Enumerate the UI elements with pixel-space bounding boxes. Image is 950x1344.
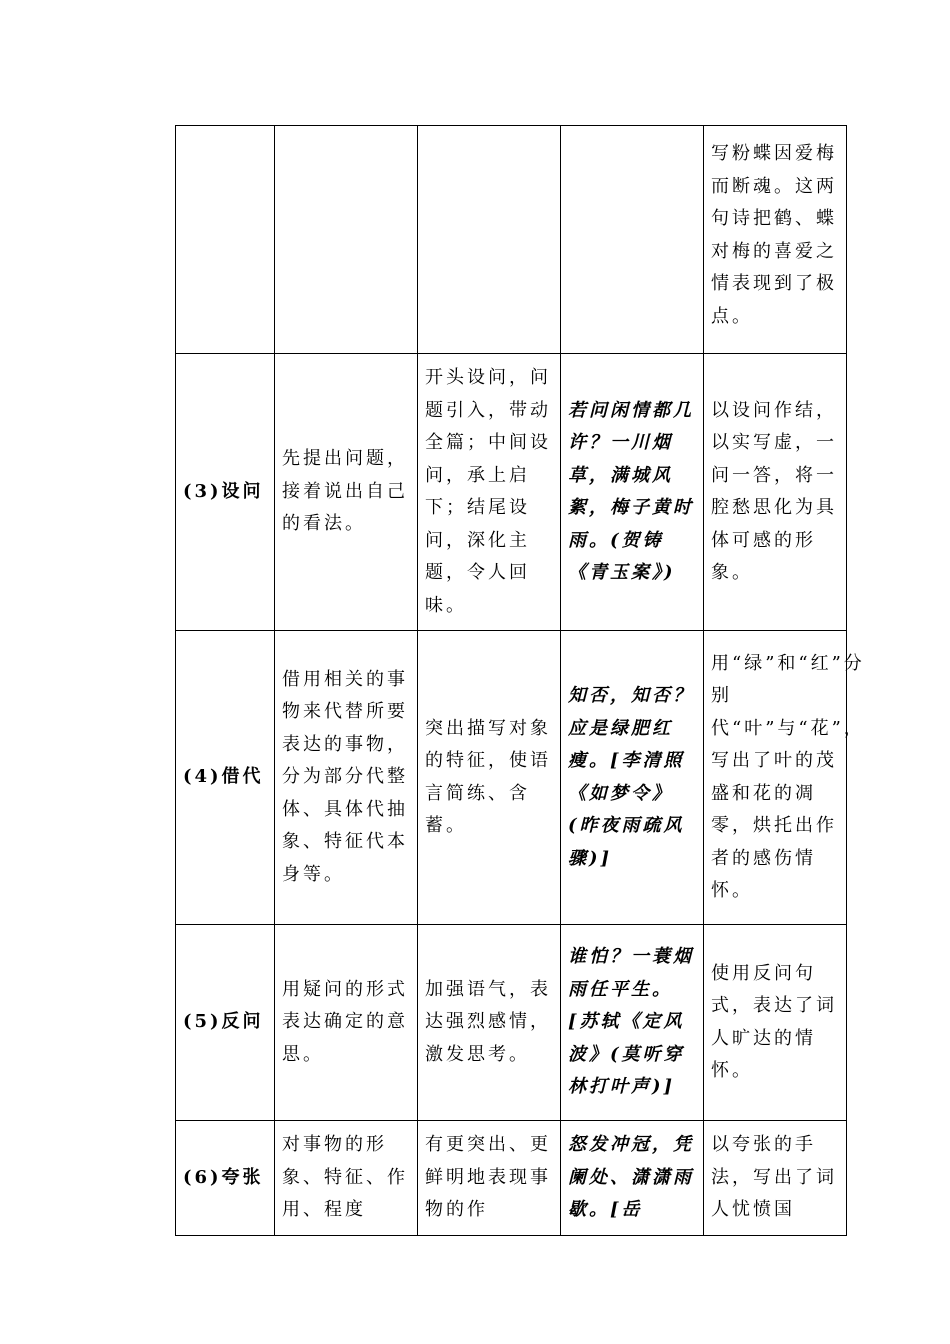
analysis-cell: 以夸张的手法，写出了词人忧愤国 xyxy=(704,1121,847,1236)
technique-cell: (4)借代 xyxy=(176,631,275,925)
technique-cell: (3)设问 xyxy=(176,354,275,631)
table-row xyxy=(176,925,847,1121)
definition-cell: 先提出问题，接着说出自己的看法。 xyxy=(275,354,418,631)
example-cell: 怒发冲冠，凭阑处、潇潇雨歇。[岳 xyxy=(561,1121,704,1236)
analysis-cell: 写粉蝶因爱梅而断魂。这两句诗把鹤、蝶对梅的喜爱之情表现到了极点。 xyxy=(704,126,847,354)
analysis-cell: 用“绿”和“红”分别代“叶”与“花”，写出了叶的茂盛和花的凋零，烘托出作者的感伤情怀。 xyxy=(704,631,847,925)
example-cell xyxy=(561,126,704,354)
effect-cell: 开头设问，问题引入，带动全篇；中间设问，承上启下；结尾设问，深化主题，令人回味。 xyxy=(418,354,561,631)
effect-cell: 有更突出、更鲜明地表现事物的作 xyxy=(418,1121,561,1236)
definition-cell xyxy=(275,126,418,354)
technique-cell: (6)夸张 xyxy=(176,1121,275,1236)
example-cell: 谁怕？一蓑烟雨任平生。[苏轼《定风波》(莫听穿林打叶声)] xyxy=(561,925,704,1121)
analysis-cell: 以设问作结，以实写虚，一问一答，将一腔愁思化为具体可感的形象。 xyxy=(704,354,847,631)
technique-cell: (5)反问 xyxy=(176,925,275,1121)
rhetoric-table xyxy=(175,125,865,1236)
example-cell: 若问闲情都几许？一川烟草，满城风絮，梅子黄时雨。(贺铸《青玉案》) xyxy=(561,354,704,631)
analysis-cell: 使用反问句式，表达了词人旷达的情怀。 xyxy=(704,925,847,1121)
example-cell: 知否，知否？应是绿肥红瘦。[李清照《如梦令》(昨夜雨疏风骤)] xyxy=(561,631,704,925)
table-row xyxy=(176,1121,847,1236)
definition-cell: 对事物的形象、特征、作用、程度 xyxy=(275,1121,418,1236)
effect-cell xyxy=(418,126,561,354)
table-row xyxy=(176,354,847,631)
definition-cell: 用疑问的形式表达确定的意思。 xyxy=(275,925,418,1121)
technique-cell xyxy=(176,126,275,354)
effect-cell: 加强语气，表达强烈感情，激发思考。 xyxy=(418,925,561,1121)
table-row xyxy=(176,126,847,354)
definition-cell: 借用相关的事物来代替所要表达的事物，分为部分代整体、具体代抽象、特征代本身等。 xyxy=(275,631,418,925)
table-row xyxy=(176,631,847,925)
effect-cell: 突出描写对象的特征，使语言简练、含蓄。 xyxy=(418,631,561,925)
